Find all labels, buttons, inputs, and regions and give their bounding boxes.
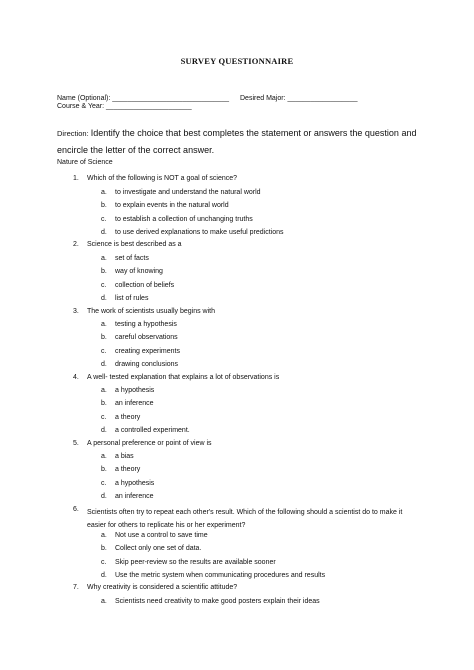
option-letter: a.: [101, 532, 107, 539]
option-text: list of rules: [115, 294, 149, 302]
option-letter: b.: [101, 202, 107, 210]
option-text: creating experiments: [115, 347, 180, 355]
option-letter: d.: [101, 571, 107, 579]
question-text: Which of the following is NOT a goal of science?: [87, 175, 238, 182]
option-letter: d.: [101, 228, 107, 236]
option-letter: b.: [101, 400, 107, 408]
option-text: to explain events in the natural world: [115, 202, 229, 210]
direction-body: Identify the choice that best completes the statement or answers the question and encircle the letter of the correct answer.: [57, 128, 417, 155]
option-letter: a.: [101, 387, 107, 394]
question-number: 6.: [73, 506, 79, 513]
option-text: testing a hypothesis: [115, 321, 177, 328]
name-field: Name (Optional): ______________________________: [57, 95, 230, 102]
option-text: an inference: [115, 400, 154, 408]
option-text: to establish a collection of unchanging truths: [115, 215, 253, 223]
option-text: drawing conclusions: [115, 360, 179, 368]
option-letter: c.: [101, 281, 107, 289]
option-letter: c.: [101, 558, 107, 566]
option-letter: a.: [101, 598, 107, 605]
option-text: to investigate and understand the natural world: [115, 189, 261, 196]
course-field: Course & Year: ______________________: [57, 103, 192, 110]
question-number: 5.: [73, 440, 79, 447]
option-text: Use the metric system when communicating procedures and results: [115, 571, 326, 579]
option-letter: a.: [101, 189, 107, 196]
option-letter: c.: [101, 479, 107, 487]
question-number: 1.: [73, 175, 79, 182]
option-letter: c.: [101, 215, 107, 223]
option-text: Skip peer-review so the results are available sooner: [115, 558, 276, 566]
option-text: a theory: [115, 413, 141, 421]
question-text: A personal preference or point of view is: [87, 440, 212, 447]
option-letter: a.: [101, 321, 107, 328]
question-text: Why creativity is considered a scientific attitude?: [87, 584, 238, 591]
option-text: Not use a control to save time: [115, 532, 208, 539]
major-field: Desired Major: __________________: [240, 95, 358, 102]
option-text: Collect only one set of data.: [115, 545, 202, 553]
direction-text: [57, 125, 437, 158]
option-text: a hypothesis: [115, 387, 155, 394]
option-text: a bias: [115, 453, 134, 460]
option-letter: c.: [101, 413, 107, 421]
section-heading: Nature of Science: [57, 159, 113, 166]
option-text: a theory: [115, 466, 141, 474]
option-text: a hypothesis: [115, 479, 155, 487]
question-number: 3.: [73, 308, 79, 315]
question-text: Scientists often try to repeat each other's result. Which of the following should a scientist do to make it easier for others to replicate his or her experiment?: [87, 509, 403, 529]
option-text: to use derived explanations to make useful predictions: [115, 228, 284, 236]
option-letter: b.: [101, 268, 107, 276]
option-letter: a.: [101, 255, 107, 262]
option-text: collection of beliefs: [115, 281, 175, 289]
option-letter: c.: [101, 347, 107, 355]
page-title: SURVEY QUESTIONNAIRE: [180, 56, 294, 66]
option-text: Scientists need creativity to make good posters explain their ideas: [115, 598, 320, 605]
direction-label: Direction:: [57, 129, 91, 138]
question-text: A well- tested explanation that explains a lot of observations is: [87, 374, 280, 381]
option-letter: a.: [101, 453, 107, 460]
option-text: way of knowing: [115, 268, 163, 276]
question-number: 7.: [73, 584, 79, 591]
option-text: a controlled experiment.: [115, 426, 190, 434]
option-letter: b.: [101, 334, 107, 342]
question-number: 4.: [73, 374, 79, 381]
option-letter: d.: [101, 360, 107, 368]
question-text: Science is best described as a: [87, 241, 182, 248]
option-letter: b.: [101, 466, 107, 474]
option-letter: d.: [101, 294, 107, 302]
option-text: careful observations: [115, 334, 178, 342]
question-text: The work of scientists usually begins with: [87, 308, 215, 315]
option-text: set of facts: [115, 255, 149, 262]
option-text: an inference: [115, 492, 154, 500]
option-letter: d.: [101, 492, 107, 500]
question-number: 2.: [73, 241, 79, 248]
option-letter: d.: [101, 426, 107, 434]
option-letter: b.: [101, 545, 107, 553]
